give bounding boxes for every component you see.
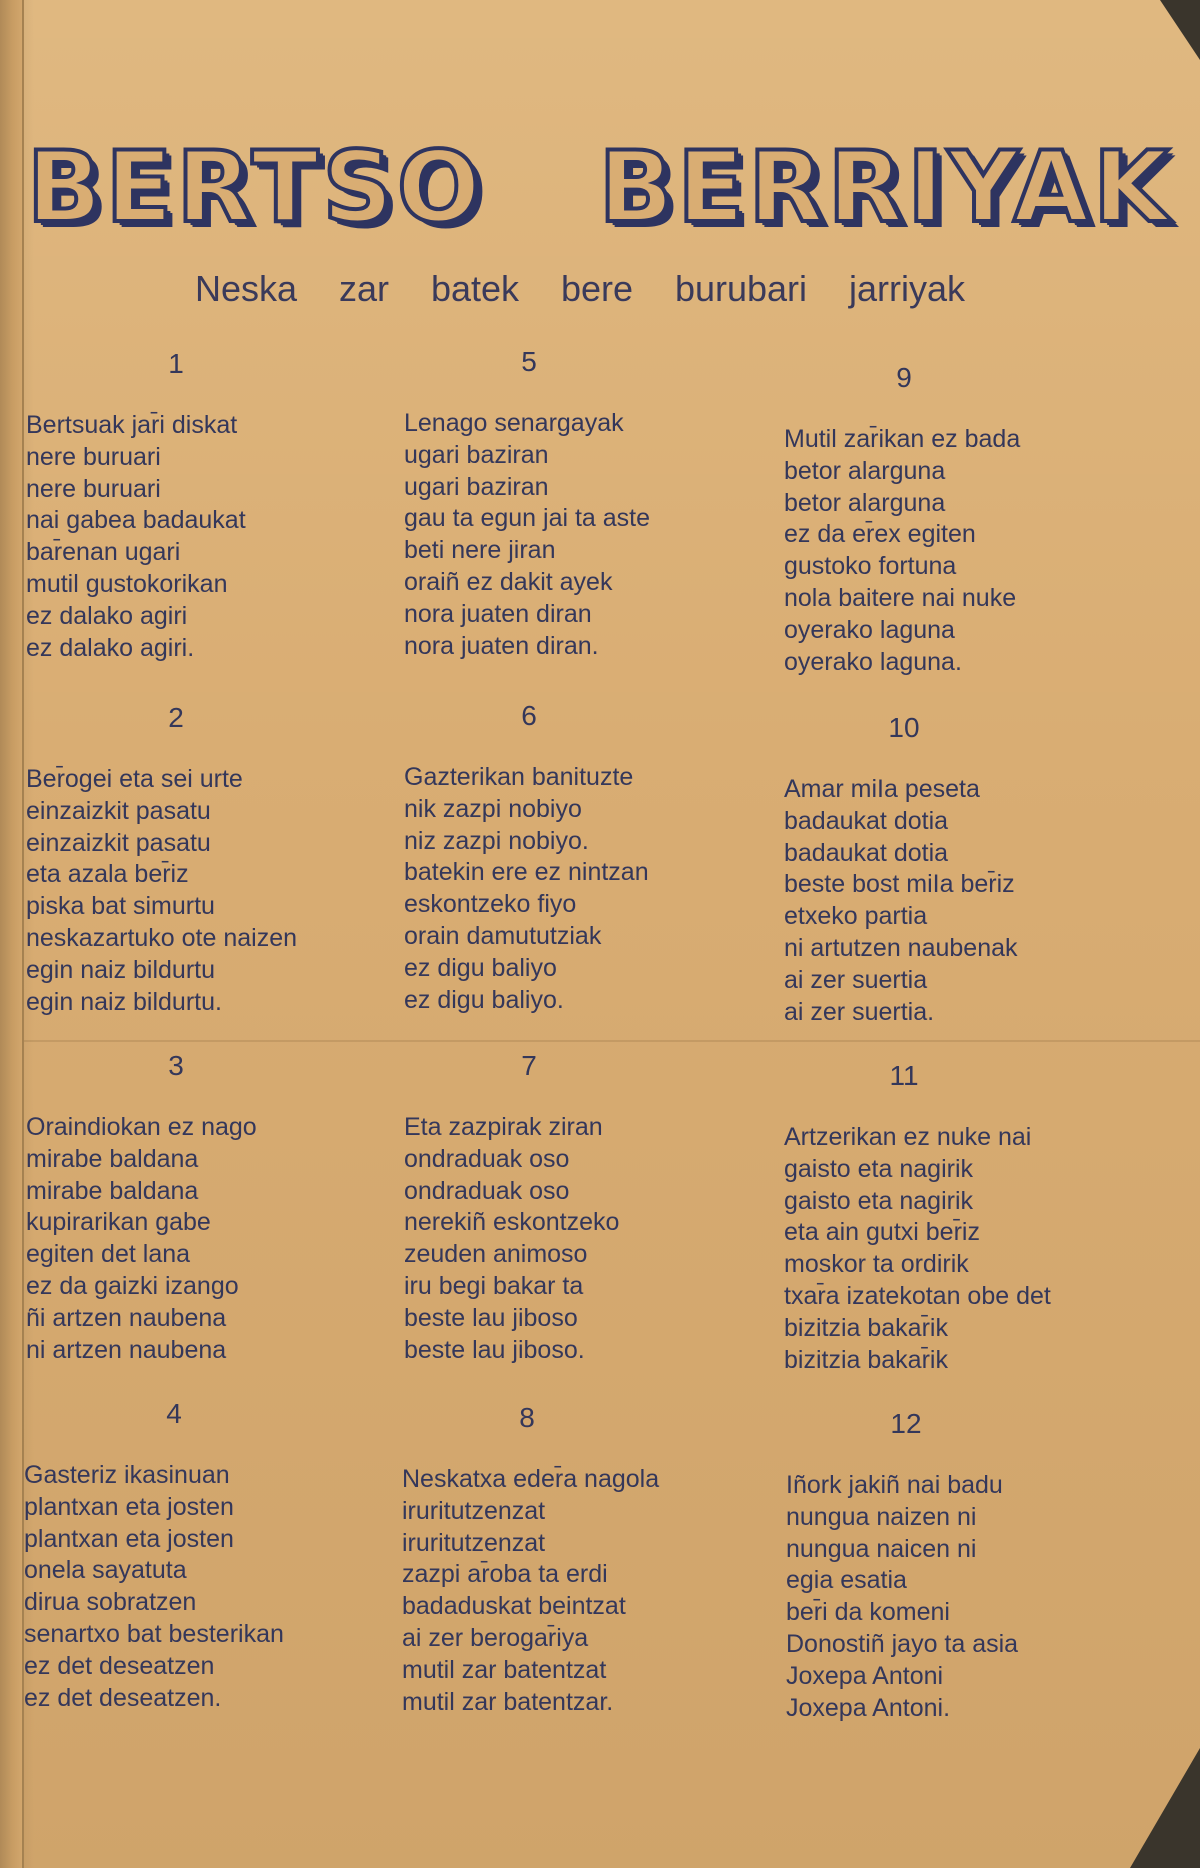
verse-line: Lenago senargayak <box>404 409 624 437</box>
verse-line: bizitzia bakar̄ik <box>784 1313 948 1342</box>
stanza-lines <box>402 1464 659 1718</box>
verse-line: ez da er̄ex egiten <box>784 520 976 549</box>
verse-line: gaisto eta nagirik <box>784 1154 974 1183</box>
verse-line: badaukat dotia <box>784 838 949 867</box>
paper-crease <box>24 1040 1200 1042</box>
verse-line: ai zer berogar̄iya <box>402 1623 589 1652</box>
verse-line: gustoko fortuna <box>784 552 957 581</box>
verse-line: nere buruari <box>26 474 161 503</box>
stanza-number: 4 <box>166 1398 182 1429</box>
verse-line: ondraduak oso <box>404 1176 570 1205</box>
verse-line: ez da gaizki izango <box>26 1271 239 1300</box>
verse-line: Joxepa Antoni. <box>786 1693 951 1722</box>
verse-line: egia esatia <box>786 1566 907 1595</box>
page-title: BERTSO BERRIYAK <box>26 131 1174 245</box>
verse-line: bizitzia bakar̄ik <box>784 1345 948 1374</box>
verse-line: eta azala ber̄iz <box>26 860 189 889</box>
subtitle <box>195 268 965 310</box>
verse-line: piska bat simurtu <box>26 892 215 921</box>
verse-line: badaukat dotia <box>784 806 949 835</box>
stanza-number: 10 <box>888 712 920 743</box>
verse-line: ñi artzen naubena <box>26 1303 227 1332</box>
verse-line: zazpi ar̄oba ta erdi <box>402 1560 608 1589</box>
verse-line: batekin ere ez nintzan <box>404 858 649 887</box>
verse-line: nora juaten diran. <box>404 631 599 660</box>
subtitle-word: jarriyak <box>848 268 965 309</box>
verse-line: ai zer suertia <box>784 965 928 994</box>
verse-line: betor alarguna <box>784 488 946 517</box>
subtitle-word: Neska <box>195 268 298 309</box>
verse-line: beste lau jiboso <box>404 1303 578 1332</box>
verse-line: neskazartuko ote naizen <box>26 923 298 952</box>
verse-line: nik zazpi nobiyo <box>404 794 582 823</box>
verse-line: Bertsuak jar̄i diskat <box>26 411 238 439</box>
verse-line: Joxepa Antoni <box>786 1661 944 1690</box>
torn-corner-bottom <box>1130 1748 1200 1868</box>
verse-line: plantxan eta josten <box>24 1492 234 1521</box>
verse-line: einzaizkit pasatu <box>26 828 211 857</box>
subtitle-word: batek <box>430 268 520 309</box>
verse-line: txar̄a izatekotan obe det <box>784 1281 1051 1310</box>
stanza-lines <box>26 410 246 664</box>
verse-line: bar̄enan ugari <box>26 538 181 567</box>
verse-line: plantxan eta josten <box>24 1524 234 1553</box>
verse-line: nai gabea badaukat <box>26 506 246 535</box>
stanza-lines <box>784 1122 1051 1376</box>
verse-line: nora juaten diran <box>404 599 592 628</box>
verse-line: ez det deseatzen. <box>24 1683 222 1712</box>
verse-line: dirua sobratzen <box>24 1588 197 1617</box>
verse-line: nere buruari <box>26 442 161 471</box>
verse-line: mutil zar batentzar. <box>402 1687 614 1716</box>
verse-line: beti nere jiran <box>404 536 556 565</box>
verse-line: ni artzen naubena <box>26 1335 227 1364</box>
verse-line: egin naiz bildurtu <box>26 955 216 984</box>
verse-line: Ber̄ogei eta sei urte <box>26 765 243 793</box>
stanza-lines <box>786 1470 1018 1724</box>
stanza-number: 3 <box>168 1050 184 1081</box>
torn-corner-top <box>1160 0 1200 60</box>
verse-line: Eta zazpirak ziran <box>404 1113 603 1141</box>
stanza-number: 11 <box>889 1060 919 1091</box>
subtitle-word: zar <box>338 268 389 309</box>
stanza-number: 2 <box>168 702 184 733</box>
verse-line: oyerako laguna. <box>784 647 962 676</box>
stanza-lines <box>26 1112 257 1366</box>
stanza-lines <box>784 424 1020 678</box>
verse-line: ugari baziran <box>404 440 549 469</box>
verse-line: etxeko partia <box>784 902 928 931</box>
verse-line: egiten det lana <box>26 1240 191 1269</box>
verse-line: oyerako laguna <box>784 615 955 644</box>
verse-line: badaduskat beintzat <box>402 1592 626 1621</box>
verse-line: nungua naizen ni <box>786 1502 977 1531</box>
stanza-number: 9 <box>896 362 912 393</box>
stanza-lines <box>784 774 1018 1028</box>
verse-line: ez dalako agiri <box>26 601 188 630</box>
stanza-number: 6 <box>521 700 537 731</box>
stanza-number: 7 <box>521 1050 537 1081</box>
verse-line: ez digu baliyo. <box>404 985 564 1014</box>
verse-line: ber̄i da komeni <box>786 1598 950 1627</box>
stanza-number: 8 <box>519 1402 535 1433</box>
verse-line: beste lau jiboso. <box>404 1335 585 1364</box>
verse-line: iru begi bakar ta <box>404 1271 584 1300</box>
verse-line: Iñork jakiñ nai badu <box>786 1471 1003 1499</box>
verse-line: onela sayatuta <box>24 1556 187 1585</box>
stanza-lines <box>24 1460 284 1714</box>
paper-fold-edge <box>0 0 24 1868</box>
stanza-number: 12 <box>890 1408 922 1439</box>
verse-line: mirabe baldana <box>26 1144 199 1173</box>
verse-line: Gasteriz ikasinuan <box>24 1461 230 1489</box>
verse-line: eskontzeko fiyo <box>404 890 577 919</box>
verse-line: beste bost miIa ber̄iz <box>784 870 1015 899</box>
verse-line: eta ain gutxi ber̄iz <box>784 1218 980 1247</box>
verse-line: iruritutzenzat <box>402 1496 546 1525</box>
subtitle-word: bere <box>560 268 634 309</box>
verse-line: gaisto eta nagirik <box>784 1186 974 1215</box>
verse-line: ez dalako agiri. <box>26 633 195 662</box>
verse-line: Artzerikan ez nuke nai <box>784 1123 1032 1151</box>
verse-line: senartxo bat besterikan <box>24 1619 284 1648</box>
verse-line: einzaizkit pasatu <box>26 796 211 825</box>
verse-line: gau ta egun jai ta aste <box>404 504 651 533</box>
verse-line: Neskatxa eder̄a nagola <box>402 1465 660 1493</box>
verse-line: Oraindiokan ez nago <box>26 1113 257 1141</box>
verse-line: ai zer suertia. <box>784 997 935 1026</box>
verse-line: kupirarikan gabe <box>26 1208 211 1237</box>
verse-line: mirabe baldana <box>26 1176 199 1205</box>
verse-line: iruritutzenzat <box>402 1528 546 1557</box>
verse-line: ez digu baliyo <box>404 953 557 982</box>
verse-line: Amar miIa peseta <box>784 775 980 803</box>
verse-line: orain damututziak <box>404 921 602 950</box>
verse-line: nerekiñ eskontzeko <box>404 1208 620 1237</box>
verse-line: nungua naicen ni <box>786 1534 977 1563</box>
verse-line: Donostiñ jayo ta asia <box>786 1629 1019 1658</box>
subtitle-word: burubari <box>674 268 808 309</box>
verse-line: Mutil zar̄ikan ez bada <box>784 425 1021 453</box>
verse-line: niz zazpi nobiyo. <box>404 826 589 855</box>
stanza-lines <box>404 762 649 1016</box>
stanza-lines <box>404 1112 619 1366</box>
stanza-number: 5 <box>521 346 537 377</box>
verse-line: nola baitere nai nuke <box>784 583 1017 612</box>
verse-line: oraiñ ez dakit ayek <box>404 567 613 596</box>
verse-line: ondraduak oso <box>404 1144 570 1173</box>
stanza-number: 1 <box>168 348 184 379</box>
verse-line: mutil zar batentzat <box>402 1655 607 1684</box>
verse-line: betor alarguna <box>784 456 946 485</box>
verse-line: zeuden animoso <box>404 1240 588 1269</box>
verse-line: ez det deseatzen <box>24 1651 215 1680</box>
stanza-lines <box>404 408 650 662</box>
stanza-lines <box>26 764 297 1018</box>
verse-line: Gazterikan banituzte <box>404 763 634 791</box>
verse-line: ugari baziran <box>404 472 549 501</box>
verse-line: mutil gustokorikan <box>26 569 228 598</box>
verse-line: ni artutzen naubenak <box>784 933 1018 962</box>
verse-line: egin naiz bildurtu. <box>26 987 222 1016</box>
verse-line: moskor ta ordirik <box>784 1250 969 1279</box>
